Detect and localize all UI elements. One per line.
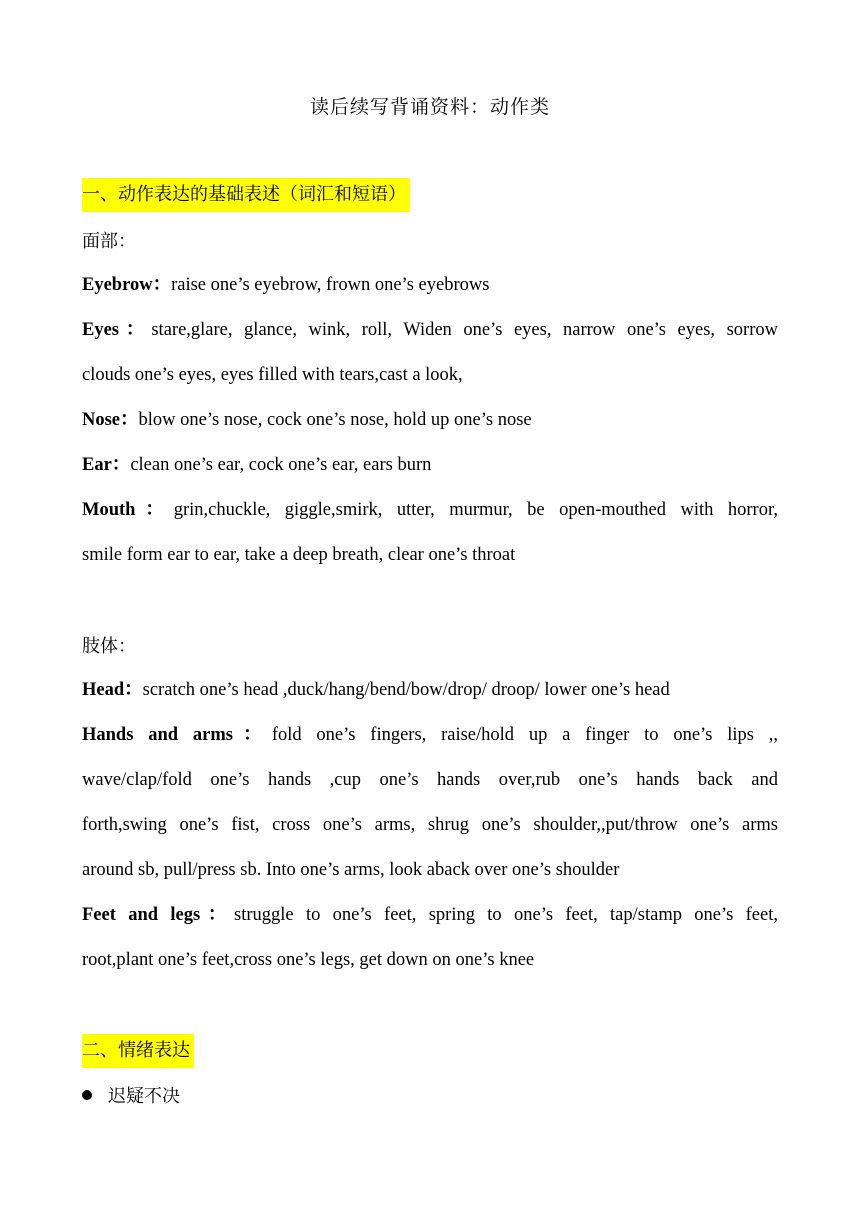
ear-line [82,443,778,488]
eyebrow-line [82,263,778,308]
nose-label: Nose： [82,410,139,430]
eyes-text-1: stare,glare, glance, wink, roll, Widen one’s eyes, narrow one’s eyes, sorrow [151,320,778,340]
nose-line [82,398,778,443]
hands-line-1 [82,713,778,758]
eyes-label: Eyes： [82,320,152,340]
mouth-text-1: grin,chuckle, giggle,smirk, utter, murmur, be open-mouthed with horror, [173,500,778,520]
section-2-heading: 二、情绪表达 [82,1034,194,1068]
bullet-dot-icon [82,1090,92,1100]
face-label: 面部： [82,231,136,252]
ear-label: Ear： [82,455,131,475]
hands-text-1: fold one’s fingers, raise/hold up a finger to one’s lips ,, [271,725,778,745]
mouth-line-1 [82,488,778,533]
eyebrow-label: Eyebrow： [82,275,172,295]
page-title: 读后续写背诵资料：动作类 [309,96,550,118]
eyes-line-2: clouds one’s eyes, eyes filled with tears,cast a look, [82,365,463,385]
nose-text: blow one’s nose, cock one’s nose, hold up one’s nose [138,410,532,430]
hands-label: Hands and arms： [82,725,272,745]
mouth-line-2: smile form ear to ear, take a deep breath, clear one’s throat [82,545,516,565]
head-line [82,668,778,713]
head-label: Head： [82,680,143,700]
body-label: 肢体： [82,636,136,657]
mouth-label: Mouth： [82,500,174,520]
hands-line-2: wave/clap/fold one’s hands ,cup one’s hands over,rub one’s hands back and [82,770,778,790]
ear-text: clean one’s ear, cock one’s ear, ears burn [130,455,432,475]
hands-line-3: forth,swing one’s fist, cross one’s arms, shrug one’s shoulder,,put/throw one’s arms [82,815,778,835]
feet-line-1 [82,893,778,938]
bullet-text: 迟疑不决 [108,1086,180,1107]
hands-line-4: around sb, pull/press sb. Into one’s arms, look aback over one’s shoulder [82,860,620,880]
bullet-item [82,1084,180,1110]
eyebrow-text: raise one’s eyebrow, frown one’s eyebrows [171,275,490,295]
eyes-line-1 [82,308,778,353]
feet-label: Feet and legs： [82,905,235,925]
feet-text-1: struggle to one’s feet, spring to one’s feet, tap/stamp one’s feet, [234,905,778,925]
section-1-heading: 一、动作表达的基础表述（词汇和短语） [82,178,410,212]
feet-line-2: root,plant one’s feet,cross one’s legs, get down on one’s knee [82,950,535,970]
head-text: scratch one’s head ,duck/hang/bend/bow/drop/ droop/ lower one’s head [142,680,670,700]
